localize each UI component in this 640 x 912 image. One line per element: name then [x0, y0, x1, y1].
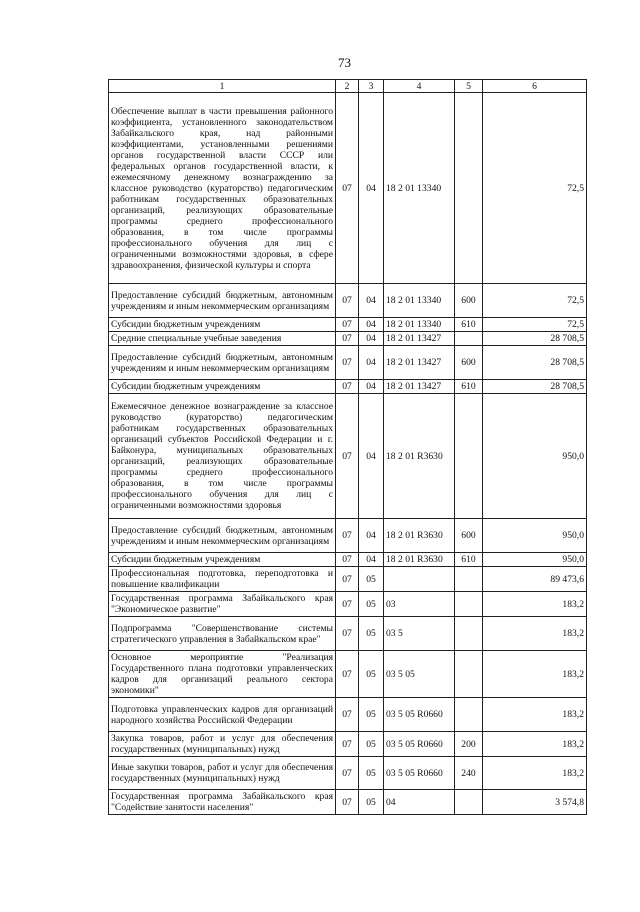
item-name-cell: Профессиональная подготовка, переподготовка и повышение квалификации	[109, 567, 336, 592]
target-article-cell: 03 5 05	[384, 651, 455, 698]
subsection-code-cell: 05	[359, 757, 384, 790]
budget-table	[108, 79, 587, 815]
amount-cell: 89 473,6	[483, 567, 587, 592]
target-article-cell: 18 2 01 13427	[384, 346, 455, 380]
section-code-cell: 07	[336, 394, 359, 519]
expense-type-cell	[455, 790, 483, 815]
amount-cell: 183,2	[483, 617, 587, 651]
item-name-cell: Закупка товаров, работ и услуг для обеспечения государственных (муниципальных) нужд	[109, 732, 336, 757]
table-row	[109, 617, 587, 651]
amount-cell: 28 708,5	[483, 380, 587, 394]
expense-type-cell: 600	[455, 346, 483, 380]
subsection-code-cell: 05	[359, 790, 384, 815]
section-code-cell: 07	[336, 617, 359, 651]
table-header-row	[109, 80, 587, 93]
subsection-code-cell: 04	[359, 93, 384, 284]
table-row	[109, 380, 587, 394]
expense-type-cell: 240	[455, 757, 483, 790]
section-code-cell: 07	[336, 651, 359, 698]
amount-cell: 950,0	[483, 394, 587, 519]
subsection-code-cell: 05	[359, 567, 384, 592]
target-article-cell: 03 5 05 R0660	[384, 732, 455, 757]
table-row	[109, 346, 587, 380]
subsection-code-cell: 05	[359, 592, 384, 617]
expense-type-cell: 610	[455, 318, 483, 332]
target-article-cell: 18 2 01 13427	[384, 332, 455, 346]
table-row	[109, 790, 587, 815]
amount-cell: 183,2	[483, 732, 587, 757]
item-name-cell: Иные закупки товаров, работ и услуг для обеспечения государственных (муниципальных) нужд	[109, 757, 336, 790]
section-code-cell: 07	[336, 284, 359, 318]
target-article-cell: 18 2 01 13340	[384, 284, 455, 318]
expense-type-cell	[455, 394, 483, 519]
subsection-code-cell: 04	[359, 346, 384, 380]
table-row	[109, 698, 587, 732]
amount-cell: 72,5	[483, 318, 587, 332]
target-article-cell: 18 2 01 13340	[384, 93, 455, 284]
expense-type-cell	[455, 617, 483, 651]
section-code-cell: 07	[336, 332, 359, 346]
subsection-code-cell: 05	[359, 617, 384, 651]
table-row	[109, 394, 587, 519]
expense-type-cell	[455, 698, 483, 732]
page-number: 73	[338, 55, 351, 70]
header-cell: 1	[109, 80, 336, 93]
item-name-cell: Средние специальные учебные заведения	[109, 332, 336, 346]
header-cell: 5	[455, 80, 483, 93]
section-code-cell: 07	[336, 380, 359, 394]
expense-type-cell: 610	[455, 553, 483, 567]
amount-cell: 183,2	[483, 651, 587, 698]
item-name-cell: Ежемесячное денежное вознаграждение за классное руководство (кураторство) педагогическим работникам государственных образовательных организаций субъектов Российской Федерации и г. Байконура, муниципальных образовательных организаций, реализующих образовательные программы среднего профессионального образования, в том числе программы профессионального обучения для лиц с ограниченными возможностями здоровья	[109, 394, 336, 519]
subsection-code-cell: 04	[359, 318, 384, 332]
amount-cell: 183,2	[483, 592, 587, 617]
table-row	[109, 93, 587, 284]
amount-cell: 72,5	[483, 93, 587, 284]
amount-cell: 28 708,5	[483, 346, 587, 380]
item-name-cell: Основное мероприятие "Реализация Государственного плана подготовки управленческих кадров для организаций реального сектора экономики"	[109, 651, 336, 698]
expense-type-cell: 610	[455, 380, 483, 394]
item-name-cell: Государственная программа Забайкальского края "Содействие занятости населения"	[109, 790, 336, 815]
header-cell: 2	[336, 80, 359, 93]
target-article-cell: 03 5 05 R0660	[384, 757, 455, 790]
expense-type-cell: 600	[455, 519, 483, 553]
item-name-cell: Предоставление субсидий бюджетным, автономным учреждениям и иным некоммерческим организациям	[109, 346, 336, 380]
item-name-cell: Предоставление субсидий бюджетным, автономным учреждениям и иным некоммерческим организациям	[109, 284, 336, 318]
subsection-code-cell: 05	[359, 732, 384, 757]
target-article-cell: 18 2 01 R3630	[384, 394, 455, 519]
table-row	[109, 318, 587, 332]
item-name-cell: Субсидии бюджетным учреждениям	[109, 380, 336, 394]
subsection-code-cell: 04	[359, 394, 384, 519]
target-article-cell: 18 2 01 R3630	[384, 553, 455, 567]
header-cell: 3	[359, 80, 384, 93]
table-row	[109, 567, 587, 592]
subsection-code-cell: 05	[359, 698, 384, 732]
item-name-cell: Субсидии бюджетным учреждениям	[109, 318, 336, 332]
header-cell: 6	[483, 80, 587, 93]
item-name-cell: Предоставление субсидий бюджетным, автономным учреждениям и иным некоммерческим организациям	[109, 519, 336, 553]
table-row	[109, 332, 587, 346]
subsection-code-cell: 04	[359, 284, 384, 318]
expense-type-cell	[455, 93, 483, 284]
expense-type-cell	[455, 651, 483, 698]
target-article-cell: 03 5 05 R0660	[384, 698, 455, 732]
subsection-code-cell: 05	[359, 651, 384, 698]
amount-cell: 950,0	[483, 519, 587, 553]
subsection-code-cell: 04	[359, 332, 384, 346]
target-article-cell	[384, 567, 455, 592]
target-article-cell: 18 2 01 13340	[384, 318, 455, 332]
section-code-cell: 07	[336, 519, 359, 553]
table-row	[109, 651, 587, 698]
expense-type-cell: 600	[455, 284, 483, 318]
subsection-code-cell: 04	[359, 380, 384, 394]
section-code-cell: 07	[336, 732, 359, 757]
subsection-code-cell: 04	[359, 553, 384, 567]
subsection-code-cell: 04	[359, 519, 384, 553]
table-row	[109, 553, 587, 567]
section-code-cell: 07	[336, 93, 359, 284]
target-article-cell: 03 5	[384, 617, 455, 651]
table-row	[109, 284, 587, 318]
expense-type-cell: 200	[455, 732, 483, 757]
target-article-cell: 03	[384, 592, 455, 617]
section-code-cell: 07	[336, 553, 359, 567]
item-name-cell: Субсидии бюджетным учреждениям	[109, 553, 336, 567]
item-name-cell: Подготовка управленческих кадров для организаций народного хозяйства Российской Федерации	[109, 698, 336, 732]
table-row	[109, 732, 587, 757]
item-name-cell: Обеспечение выплат в части превышения районного коэффициента, установленного законодательством Забайкальского края, над районными коэффициентами, установленными решениями органов государственной власти СССР или федеральных органов государственной власти, к ежемесячному денежному вознаграждению за классное руководство (кураторство) педагогическим работникам государственных образовательных организаций, реализующих образовательные программы среднего профессионального образования, в том числе программы профессионального обучения для лиц с ограниченными возможностями здоровья, в сфере здравоохранения, физической культуры и спорта	[109, 93, 336, 284]
table-row	[109, 757, 587, 790]
section-code-cell: 07	[336, 698, 359, 732]
amount-cell: 183,2	[483, 698, 587, 732]
section-code-cell: 07	[336, 318, 359, 332]
section-code-cell: 07	[336, 790, 359, 815]
table-row	[109, 592, 587, 617]
item-name-cell: Подпрограмма "Совершенствование системы стратегического управления в Забайкальском крае"	[109, 617, 336, 651]
amount-cell: 72,5	[483, 284, 587, 318]
section-code-cell: 07	[336, 567, 359, 592]
expense-type-cell	[455, 592, 483, 617]
table-row	[109, 519, 587, 553]
amount-cell: 950,0	[483, 553, 587, 567]
amount-cell: 3 574,8	[483, 790, 587, 815]
amount-cell: 28 708,5	[483, 332, 587, 346]
header-cell: 4	[384, 80, 455, 93]
item-name-cell: Государственная программа Забайкальского края "Экономическое развитие"	[109, 592, 336, 617]
expense-type-cell	[455, 332, 483, 346]
amount-cell: 183,2	[483, 757, 587, 790]
section-code-cell: 07	[336, 592, 359, 617]
target-article-cell: 18 2 01 R3630	[384, 519, 455, 553]
section-code-cell: 07	[336, 346, 359, 380]
target-article-cell: 18 2 01 13427	[384, 380, 455, 394]
target-article-cell: 04	[384, 790, 455, 815]
expense-type-cell	[455, 567, 483, 592]
section-code-cell: 07	[336, 757, 359, 790]
